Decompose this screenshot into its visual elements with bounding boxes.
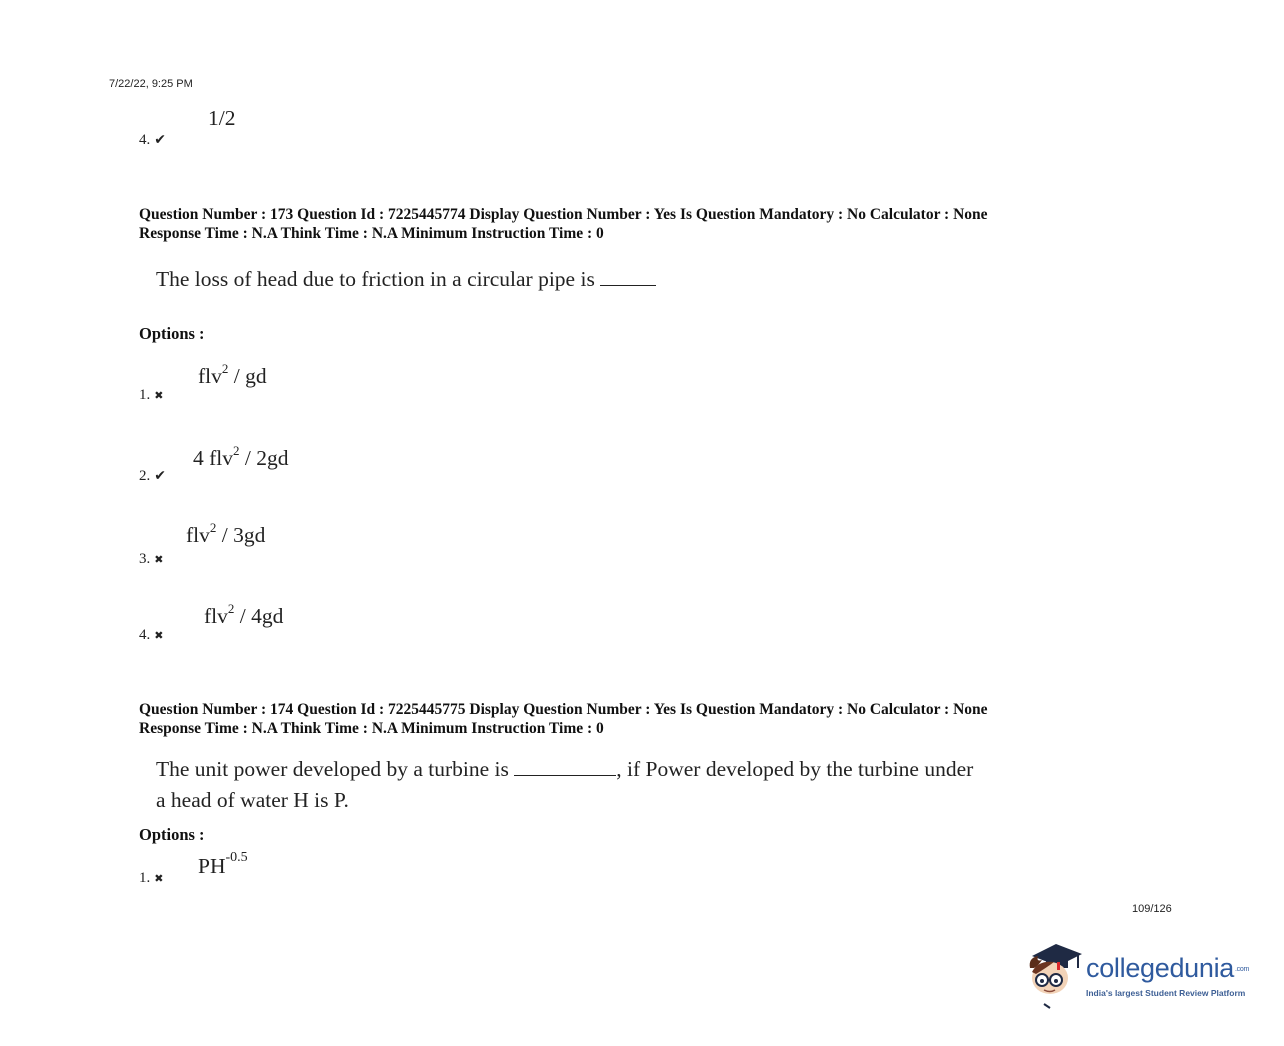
- q173-option-4-number: [139, 627, 163, 644]
- correct-check-icon: ✔: [154, 468, 166, 484]
- wrong-cross-icon: ✖: [154, 553, 164, 566]
- print-timestamp: 7/22/22, 9:25 PM: [109, 78, 193, 90]
- option-number-label: 4.: [139, 627, 151, 643]
- question-text-part2: , if Power developed by the turbine under: [616, 757, 974, 781]
- q173-option-1-text: [198, 363, 267, 389]
- question-line-2: a head of water H is P.: [156, 788, 349, 812]
- q173-question-text: [156, 264, 656, 295]
- option-exponent: 2: [209, 520, 217, 535]
- collegedunia-logo: [1024, 938, 1264, 1010]
- option-base: flv: [198, 364, 222, 389]
- logo-wordmark: [1086, 953, 1249, 984]
- option-number-label: 1.: [139, 870, 151, 886]
- q174-question-text: [156, 754, 1056, 816]
- q174-options-label: Options :: [139, 825, 205, 844]
- q173-meta-line2: Response Time : N.A Think Time : N.A Minimum Instruction Time : 0: [139, 225, 604, 242]
- q173-option-2-number: [139, 468, 166, 485]
- q174-meta-line1: Question Number : 174 Question Id : 7225445775 Display Question Number : Yes Is Question Mandatory : No Calculator : None: [139, 701, 988, 718]
- option-base: flv: [186, 523, 210, 548]
- option-base: PH: [198, 854, 226, 879]
- q173-options-label: Options :: [139, 324, 205, 343]
- q173-option-1-number: [139, 387, 163, 404]
- option-rest: / 4gd: [234, 604, 284, 629]
- option-number-label: 1.: [139, 387, 151, 403]
- q174-meta-line2: Response Time : N.A Think Time : N.A Minimum Instruction Time : 0: [139, 720, 604, 737]
- prev-option-text: 1/2: [208, 106, 236, 130]
- option-exponent: 2: [227, 601, 235, 616]
- logo-name-text: collegedunia: [1086, 953, 1235, 983]
- option-rest: / 3gd: [216, 523, 266, 548]
- question-text-part1: The unit power developed by a turbine is: [156, 757, 509, 781]
- q173-option-3-text: [186, 522, 265, 548]
- q174-option-1-number: [139, 870, 163, 887]
- q173-option-2-text: [193, 445, 289, 471]
- option-number-label: 3.: [139, 551, 151, 567]
- wrong-cross-icon: ✖: [154, 872, 164, 885]
- q173-option-4-text: [204, 603, 283, 629]
- option-base: flv: [204, 604, 228, 629]
- prev-option-number: [139, 132, 166, 149]
- option-number-label: 4.: [139, 132, 151, 148]
- q173-meta-line1: Question Number : 173 Question Id : 7225445774 Display Question Number : Yes Is Question Mandatory : No Calculator : None: [139, 206, 988, 223]
- q174-option-1-text: [198, 850, 248, 879]
- wrong-cross-icon: ✖: [154, 389, 164, 402]
- option-exponent: 2: [233, 443, 240, 458]
- answer-blank: [514, 757, 616, 776]
- wrong-cross-icon: ✖: [154, 629, 164, 642]
- correct-check-icon: ✔: [154, 132, 166, 148]
- answer-blank: [600, 267, 656, 286]
- logo-tagline: India's largest Student Review Platform: [1086, 988, 1246, 998]
- question-text: The loss of head due to friction in a circular pipe is: [156, 267, 595, 291]
- option-base: 4 flv: [193, 446, 234, 471]
- mascot-icon: [1024, 938, 1084, 1010]
- option-rest: / 2gd: [239, 446, 289, 471]
- page-counter: 109/126: [1132, 903, 1172, 915]
- logo-suffix: .com: [1235, 966, 1250, 974]
- q173-option-3-number: [139, 551, 163, 568]
- option-number-label: 2.: [139, 468, 151, 484]
- question-line-1: [156, 754, 1056, 785]
- option-rest: / gd: [228, 364, 267, 389]
- option-exponent: 2: [221, 361, 229, 376]
- option-exponent: -0.5: [225, 850, 248, 865]
